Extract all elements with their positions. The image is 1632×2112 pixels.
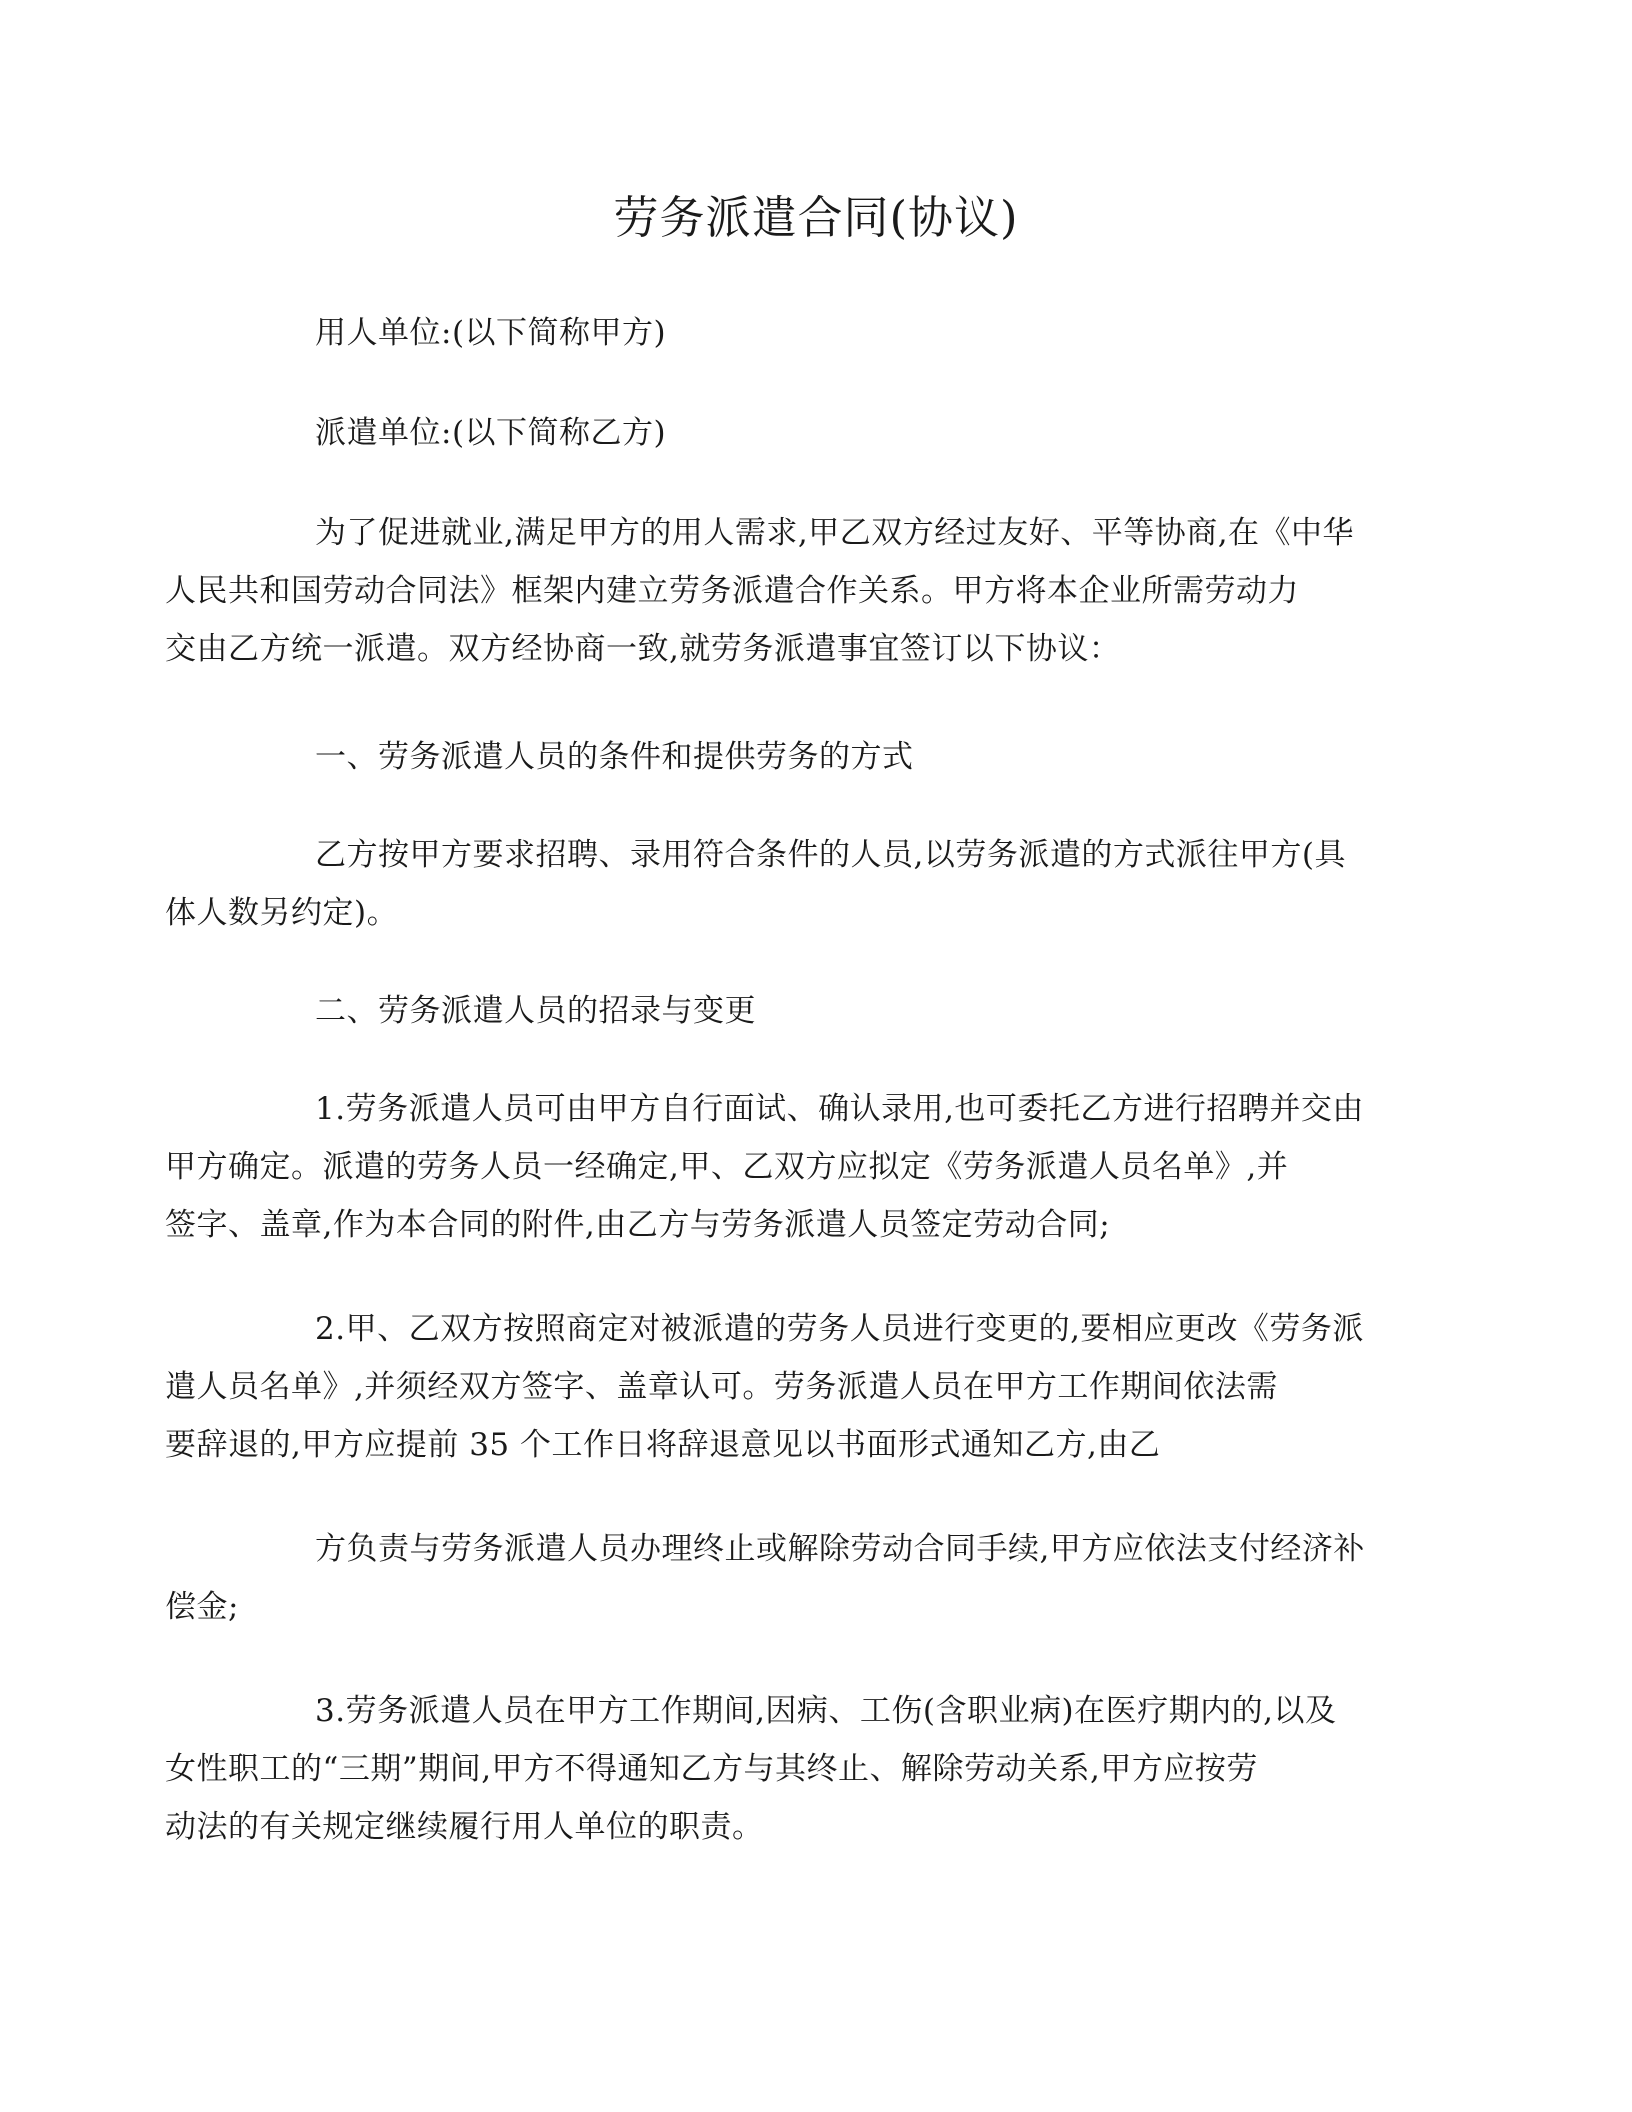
- text-line: 3.劳务派遣人员在甲方工作期间,因病、工伤(含职业病)在医疗期内的,以及: [315, 1693, 1337, 1729]
- text-line: 遣人员名单》,并须经双方签字、盖章认可。劳务派遣人员在甲方工作期间依法需: [165, 1369, 1278, 1405]
- paragraph-item-2-continued: [165, 1520, 1380, 1636]
- paragraph-item-2: [165, 1300, 1380, 1474]
- text-line: 2.甲、乙双方按照商定对被派遣的劳务人员进行变更的,要相应更改《劳务派: [315, 1311, 1364, 1347]
- paragraph-employer: [240, 304, 1380, 362]
- text-line: 方负责与劳务派遣人员办理终止或解除劳动合同手续,甲方应依法支付经济补: [315, 1531, 1365, 1567]
- text-line: 二、劳务派遣人员的招录与变更: [315, 993, 756, 1029]
- text-line: 用人单位:(以下简称甲方): [315, 315, 667, 351]
- text-line: 派遣单位:(以下简称乙方): [315, 415, 667, 451]
- text-line: 人民共和国劳动合同法》框架内建立劳务派遣合作关系。甲方将本企业所需劳动力: [165, 573, 1299, 609]
- paragraph-preamble: [165, 504, 1380, 678]
- section-heading-2: [240, 982, 1380, 1040]
- document-title: 劳务派遣合同(协议): [613, 191, 1019, 244]
- paragraph-item-1: [165, 1080, 1380, 1254]
- text-line: 1.劳务派遣人员可由甲方自行面试、确认录用,也可委托乙方进行招聘并交由: [315, 1091, 1364, 1127]
- text-line: 偿金;: [165, 1589, 239, 1625]
- text-line: 交由乙方统一派遣。双方经协商一致,就劳务派遣事宜签订以下协议：: [165, 631, 1121, 667]
- text-line: 乙方按甲方要求招聘、录用符合条件的人员,以劳务派遣的方式派往甲方(具: [315, 837, 1346, 873]
- paragraph-item-3: [165, 1682, 1380, 1856]
- paragraph-dispatcher: [240, 404, 1380, 462]
- text-line: 女性职工的“三期”期间,甲方不得通知乙方与其终止、解除劳动关系,甲方应按劳: [165, 1751, 1258, 1787]
- text-line: 甲方确定。派遣的劳务人员一经确定,甲、乙双方应拟定《劳务派遣人员名单》,并: [165, 1149, 1289, 1185]
- text-line: 签字、盖章,作为本合同的附件,由乙方与劳务派遣人员签定劳动合同;: [165, 1207, 1111, 1243]
- text-line: 体人数另约定)。: [165, 895, 399, 931]
- section-heading-1: [240, 728, 1380, 786]
- text-line: 一、劳务派遣人员的条件和提供劳务的方式: [315, 739, 914, 775]
- paragraph-section-1-body: [165, 826, 1380, 942]
- text-line: 为了促进就业,满足甲方的用人需求,甲乙双方经过友好、平等协商,在《中华: [315, 515, 1355, 551]
- text-line: 要辞退的,甲方应提前 35 个工作日将辞退意见以书面形式通知乙方,由乙: [165, 1427, 1161, 1463]
- text-line: 动法的有关规定继续履行用人单位的职责。: [165, 1809, 764, 1845]
